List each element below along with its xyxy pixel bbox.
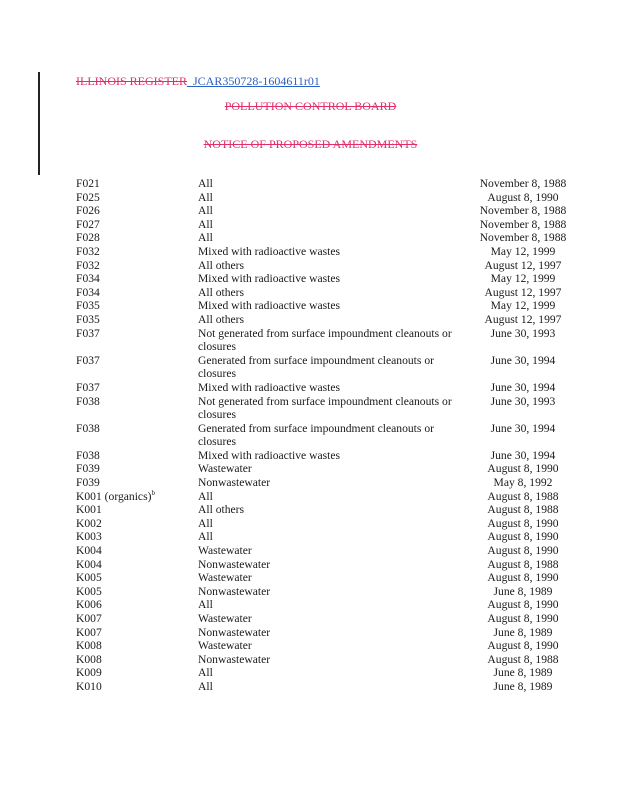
table-row [76,571,578,585]
table-row [76,626,578,640]
table-row [76,476,578,490]
effective-date: May 12, 1999 [490,244,556,258]
waste-code: F028 [76,231,100,245]
waste-code-cell [76,490,198,504]
effective-date: November 8, 1988 [479,217,567,231]
waste-code: K001 (organics) [76,489,152,503]
effective-date: August 12, 1997 [484,258,562,272]
effective-date: June 30, 1994 [490,353,556,367]
waste-subcategory: All [198,177,213,190]
register-inserted-underscore: _ [187,74,193,88]
waste-code-cell [76,666,198,680]
table-row [76,666,578,680]
waste-subcategory: Mixed with radioactive wastes [198,272,340,286]
waste-code: F037 [76,326,100,340]
table-row [76,286,578,300]
waste-code: K005 [76,571,102,585]
waste-subcategory: All others [198,312,245,326]
effective-date: November 8, 1988 [479,204,567,218]
effective-date: June 30, 1993 [490,394,556,408]
effective-date: May 12, 1999 [490,272,556,286]
waste-subcategory: Nonwastewater [198,557,271,571]
waste-code-cell [76,259,198,273]
waste-subcategory: Wastewater [198,639,252,653]
effective-date: June 8, 1989 [493,666,553,680]
waste-code-table-body [76,177,578,694]
effective-date: June 8, 1989 [493,625,553,639]
effective-date: August 8, 1990 [487,516,559,530]
table-row [76,327,578,354]
waste-code-cell [76,530,198,544]
waste-code: F038 [76,394,100,408]
waste-code-cell [76,327,198,354]
waste-subcategory: All others [198,258,245,272]
effective-date: June 8, 1989 [493,584,553,598]
table-row [76,544,578,558]
waste-code: F034 [76,285,100,299]
register-document-id: JCAR350728-1604611r01 [193,74,320,88]
waste-code-cell [76,639,198,653]
table-row [76,598,578,612]
table-row [76,612,578,626]
waste-subcategory: Wastewater [198,612,252,625]
waste-code: F035 [76,299,100,313]
table-row [76,680,578,694]
waste-subcategory: All [198,516,213,530]
waste-code: F038 [76,448,100,462]
waste-code-cell [76,544,198,558]
waste-subcategory: Nonwastewater [198,652,271,666]
waste-code: F032 [76,258,100,272]
waste-code: F037 [76,353,100,367]
waste-code-cell [76,204,198,218]
waste-code-cell [76,680,198,694]
waste-code: K008 [76,639,102,653]
effective-date: June 30, 1993 [490,326,556,340]
effective-date: August 8, 1990 [487,612,559,625]
waste-subcategory: Wastewater [198,571,252,585]
waste-code-cell [76,231,198,245]
table-row [76,639,578,653]
waste-subcategory: Nonwastewater [198,584,271,598]
effective-date: August 12, 1997 [484,285,562,299]
effective-date: June 8, 1989 [493,679,553,693]
waste-code: K004 [76,557,102,571]
waste-code-cell [76,422,198,449]
effective-date: June 30, 1994 [490,380,556,394]
waste-subcategory: Mixed with radioactive wastes [198,244,340,258]
waste-code-cell [76,558,198,572]
waste-code-cell [76,653,198,667]
effective-date: November 8, 1988 [479,231,567,245]
table-row [76,585,578,599]
waste-code: F037 [76,380,100,394]
waste-code: F027 [76,217,100,231]
effective-date: August 8, 1988 [487,489,559,503]
table-row [76,218,578,232]
table-row [76,245,578,259]
waste-code: F034 [76,272,100,286]
waste-code-cell [76,612,198,626]
waste-subcategory: All [198,598,213,612]
waste-code-cell [76,381,198,395]
table-row [76,299,578,313]
waste-code-table [76,177,578,694]
table-row [76,558,578,572]
effective-date: May 8, 1992 [493,476,553,490]
table-row [76,503,578,517]
waste-code: K002 [76,516,102,530]
footnote-marker: b [151,488,155,497]
table-row [76,354,578,381]
waste-subcategory: Nonwastewater [198,476,271,490]
effective-date: August 8, 1990 [487,530,559,544]
effective-date: August 8, 1988 [487,557,559,571]
waste-code-cell [76,313,198,327]
table-row [76,313,578,327]
effective-date: August 8, 1990 [487,190,559,204]
effective-date: November 8, 1988 [479,177,567,190]
waste-subcategory: All [198,190,213,204]
waste-subcategory: Mixed with radioactive wastes [198,380,340,394]
waste-subcategory: Not generated from surface impoundment cleanouts or closures [198,394,452,422]
waste-code-cell [76,571,198,585]
table-row [76,272,578,286]
waste-subcategory: Wastewater [198,462,252,476]
table-row [76,530,578,544]
waste-code-cell [76,476,198,490]
waste-code: F039 [76,462,100,476]
waste-code: F025 [76,190,100,204]
table-row [76,653,578,667]
waste-code-cell [76,503,198,517]
waste-code-cell [76,191,198,205]
waste-code: F035 [76,312,100,326]
waste-code-cell [76,286,198,300]
waste-code: K010 [76,679,102,693]
waste-code: F032 [76,244,100,258]
board-header [0,99,621,113]
waste-code-cell [76,354,198,381]
effective-date: August 8, 1990 [487,544,559,558]
table-row [76,449,578,463]
effective-date: August 8, 1990 [487,462,559,476]
waste-subcategory: Wastewater [198,544,252,558]
waste-code-cell [76,395,198,422]
waste-code: F039 [76,476,100,490]
waste-code: K004 [76,544,102,558]
register-title-struck: ILLINOIS REGISTER [76,74,187,88]
waste-subcategory: Mixed with radioactive wastes [198,299,340,313]
waste-subcategory: Generated from surface impoundment cleanouts or closures [198,421,434,449]
effective-date: June 30, 1994 [490,421,556,435]
waste-subcategory: Mixed with radioactive wastes [198,448,340,462]
notice-header [0,137,621,151]
waste-subcategory: Not generated from surface impoundment cleanouts or closures [198,326,452,354]
waste-subcategory: All others [198,503,245,517]
waste-subcategory: All [198,679,213,693]
effective-date: August 8, 1988 [487,503,559,517]
table-row [76,259,578,273]
waste-code-cell [76,299,198,313]
waste-code-cell [76,177,198,191]
table-row [76,177,578,191]
waste-code: K007 [76,612,102,625]
waste-code: K005 [76,584,102,598]
waste-code-cell [76,517,198,531]
waste-code: K003 [76,530,102,544]
waste-code: F038 [76,421,100,435]
waste-subcategory: All [198,231,213,245]
waste-code: K007 [76,625,102,639]
table-row [76,490,578,504]
waste-subcategory: All [198,217,213,231]
waste-code-cell [76,245,198,259]
table-row [76,204,578,218]
table-row [76,231,578,245]
waste-code: K006 [76,598,102,612]
waste-code: F026 [76,204,100,218]
table-row [76,395,578,422]
waste-code-cell [76,462,198,476]
effective-date: August 8, 1990 [487,598,559,612]
waste-code-cell [76,626,198,640]
waste-subcategory: Generated from surface impoundment cleanouts or closures [198,353,434,381]
waste-subcategory: All [198,204,213,218]
waste-subcategory: All others [198,285,245,299]
effective-date: August 8, 1988 [487,652,559,666]
waste-code-cell [76,272,198,286]
board-name: POLLUTION CONTROL BOARD [224,99,397,113]
table-row [76,517,578,531]
waste-subcategory: All [198,489,213,503]
table-row [76,191,578,205]
table-row [76,381,578,395]
waste-code-cell [76,218,198,232]
effective-date: August 8, 1990 [487,571,559,585]
waste-code: F021 [76,177,100,190]
table-row [76,462,578,476]
waste-subcategory: Nonwastewater [198,625,271,639]
revision-change-bar [38,72,40,175]
effective-date: June 30, 1994 [490,448,556,462]
waste-code: K009 [76,666,102,680]
waste-code-cell [76,598,198,612]
notice-title: NOTICE OF PROPOSED AMENDMENTS [203,137,418,151]
waste-code-cell [76,585,198,599]
waste-code: K001 [76,503,102,517]
waste-code-cell [76,449,198,463]
effective-date: May 12, 1999 [490,299,556,313]
waste-subcategory: All [198,666,213,680]
register-header [76,74,320,88]
effective-date: August 12, 1997 [484,312,562,326]
waste-subcategory: All [198,530,213,544]
table-row [76,422,578,449]
waste-code: K008 [76,652,102,666]
effective-date: August 8, 1990 [487,639,559,653]
